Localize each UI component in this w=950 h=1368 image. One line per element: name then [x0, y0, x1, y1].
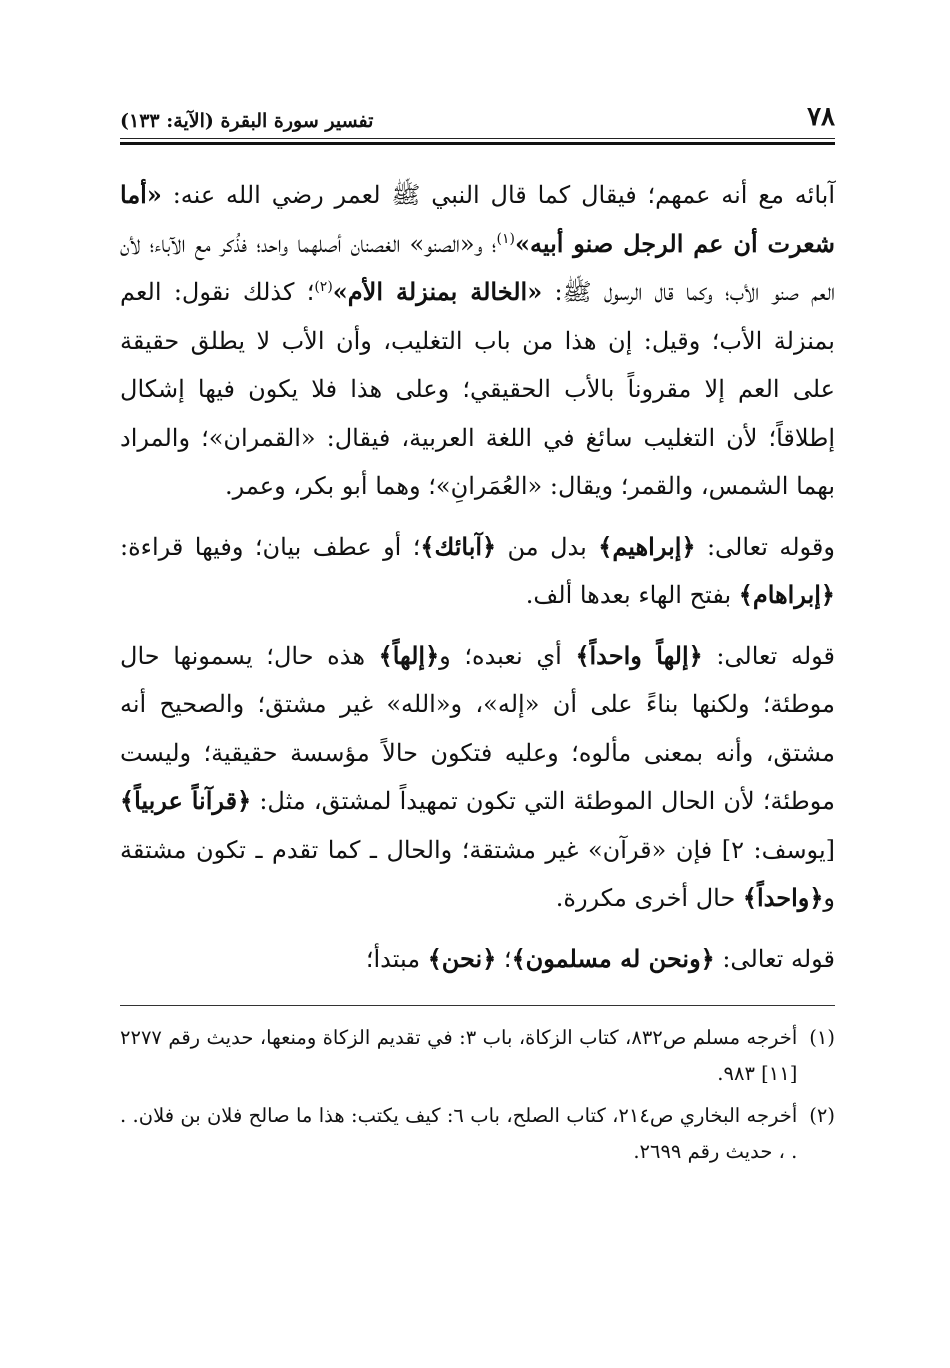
text-run: هذه حال؛ يسمونها حال موطئة؛ ولكنها بناءً على أن «إله»، و«الله» غير مشتق؛ والصحيح أنه مشتق، وأنه بمعنى مألوه؛ وعليه فتكون حالاً مؤسسة حقيقية؛ وليست موطئة؛ لأن الحال الموطئة التي تكون تمهيداً لمشتق، مثل: [120, 641, 835, 815]
footnote [120, 1020, 835, 1092]
header-rule-thin [120, 138, 835, 139]
footnote-text: أخرجه البخاري ص٢١٤، كتاب الصلح، باب ٦: كيف يكتب: هذا ما صالح فلان بن فلان. . . ، حديث رقم ٢٦٩٩. [120, 1104, 798, 1163]
footnote [120, 1098, 835, 1170]
footnotes [120, 1020, 835, 1170]
text-run: قوله تعالى: [714, 944, 835, 973]
body-text [120, 171, 835, 983]
emphasized-quote: ﴿قرآناً عربياً﴾ [120, 786, 252, 815]
emphasized-quote: «الخالة بمنزلة الأم» [332, 277, 543, 306]
book-page [120, 90, 835, 1170]
emphasized-quote: ﴿ونحن له مسلمون﴾ [511, 943, 715, 973]
text-run: ؛ أو عطف بيان؛ وفيها قراءة: [120, 532, 421, 561]
header-rule-thick [120, 142, 835, 145]
text-run: ؛ [496, 944, 512, 973]
paragraph [120, 935, 835, 984]
footnote-number: (١) [809, 1026, 835, 1049]
text-run: ؛ كذلك نقول: العم بمنزلة الأب؛ وقيل: إن هذا من باب التغليب، وأن الأب لا يطلق حقيقة على العم إلا مقروناً بالأب الحقيقي؛ وعلى هذا فلا يكون فيها إشكال إطلاقاً؛ لأن التغليب سائغ في اللغة العربية، فيقال: «القمران»؛ والمراد بهما الشمس، والقمر؛ ويقال: «العُمَرانِ»؛ وهما أبو بكر، وعمر. [120, 278, 835, 500]
text-run: أي نعبده؛ و [439, 641, 576, 670]
text-run: [يوسف: ٢] فإن «قرآن» غير مشتقة؛ والحال ـ كما تقدم ـ تكون مشتقة و [120, 835, 836, 912]
emphasized-quote: «أما شعرت أن عم الرجل صنو أبيه» [120, 180, 835, 258]
text-run: بفتح الهاء بعدها ألف. [525, 581, 739, 609]
paragraph [120, 171, 835, 511]
emphasized-quote: ﴿نحن﴾ [427, 943, 497, 973]
emphasized-quote: ﴿واحداً﴾ [742, 883, 824, 912]
emphasized-quote: ﴿إلهاً﴾ [378, 640, 440, 670]
emphasized-quote: ﴿آبائك﴾ [420, 531, 497, 561]
text-run: حال أخرى مكررة. [555, 884, 743, 912]
page-number: ٧٨ [807, 102, 835, 132]
footnote-separator [120, 1005, 835, 1006]
page-header [120, 90, 835, 132]
text-run: قوله تعالى: [702, 641, 835, 670]
emphasized-quote: ﴿إبراهيم﴾ [598, 531, 696, 561]
text-run: وقوله تعالى: [695, 532, 835, 561]
footnote-reference: (١) [496, 230, 515, 247]
footnote-number: (٢) [809, 1104, 835, 1127]
footnote-text: أخرجه مسلم ص٨٣٢، كتاب الزكاة، باب ٣: في تقديم الزكاة ومنعها، حديث رقم ٢٢٧٧ [١١] ٩٨٣. [120, 1026, 798, 1085]
text-run: بدل من [496, 532, 599, 561]
running-title: تفسير سورة البقرة (الآية: ١٣٣) [120, 110, 374, 132]
text-run: مبتدأ؛ [365, 944, 428, 973]
text-run: آبائه مع أنه عمهم؛ فيقال كما قال النبي ﷺ لعمر رضي الله عنه: [161, 181, 835, 209]
paragraph [120, 523, 835, 620]
emphasized-quote: ﴿إبراهام﴾ [738, 580, 835, 609]
paragraph [120, 632, 835, 923]
text-run: ؛ و«الصنو» الغصنان أصلهما واحد؛ فذُكر مع الآباء؛ لأن العم صنو الأب؛ وكما قال الرسول ﷺ: [120, 229, 835, 306]
emphasized-quote: ﴿إلهاً واحداً﴾ [575, 640, 703, 670]
footnote-reference: (٢) [314, 279, 333, 295]
